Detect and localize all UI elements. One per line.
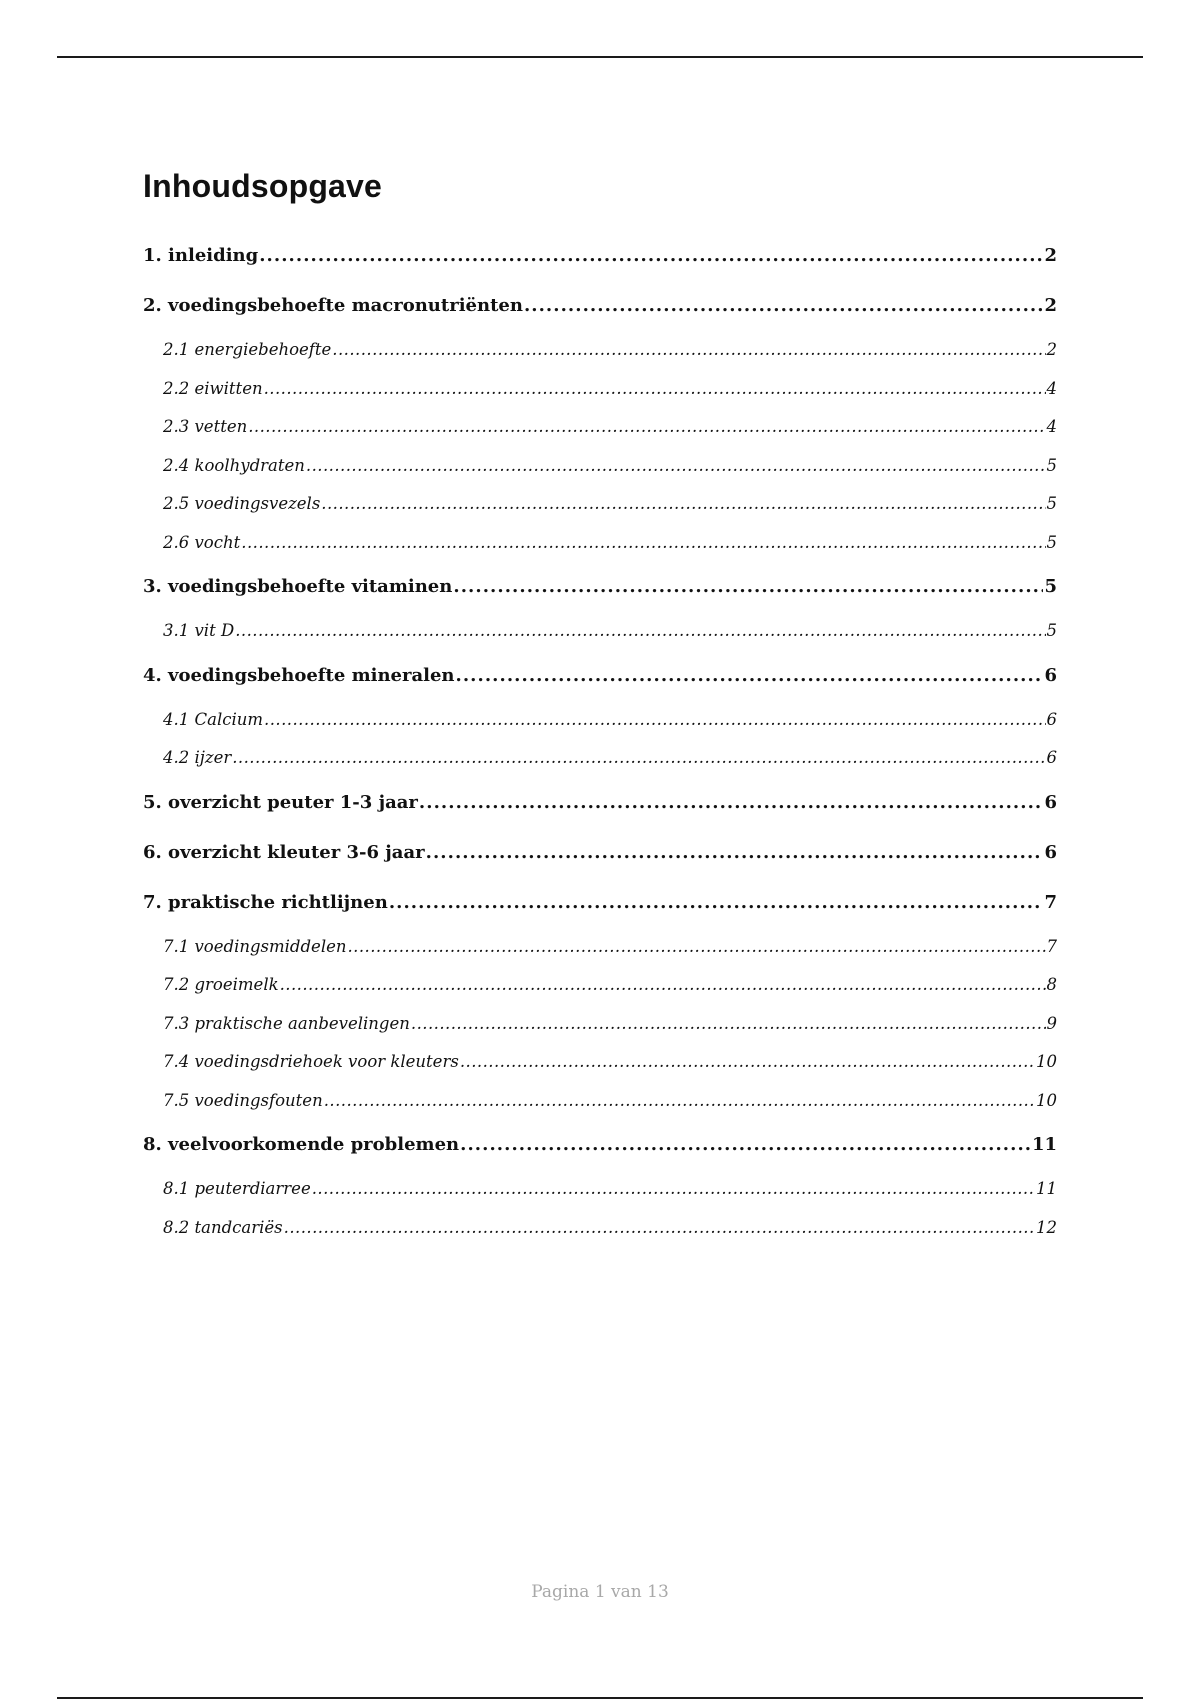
toc-entry-label: 2.4 koolhydraten <box>163 455 305 475</box>
toc-entry-section[interactable] <box>143 739 1057 778</box>
toc-dot-leader <box>235 612 1045 651</box>
toc-entry-page-number: 5 <box>1046 621 1057 640</box>
toc-entry-page-number: 6 <box>1044 664 1057 686</box>
toc-entry-section[interactable] <box>143 524 1057 563</box>
toc-entry-section[interactable] <box>143 1170 1057 1209</box>
toc-entry-label: 8.2 tandcariës <box>163 1217 283 1237</box>
toc-dot-leader <box>524 281 1044 331</box>
toc-dot-leader <box>284 1209 1035 1248</box>
toc-entry-label: 7.2 groeimelk <box>163 975 279 994</box>
toc-entry-page-number: 5 <box>1046 494 1057 513</box>
page-footer: Pagina 1 van 13 <box>531 1582 669 1602</box>
toc-dot-leader <box>347 928 1045 967</box>
toc-dot-leader <box>460 1043 1035 1082</box>
toc-entry-page-number: 2 <box>1044 245 1057 266</box>
toc-entry-label: 3. voedingsbehoefte vitaminen <box>143 576 453 597</box>
toc-dot-leader <box>264 370 1046 409</box>
toc-entry-label: 7.5 voedingsfouten <box>163 1090 323 1110</box>
toc-entry-section[interactable] <box>143 331 1057 370</box>
toc-entry-chapter[interactable] <box>143 828 1057 878</box>
toc-entry-page-number: 4 <box>1046 378 1057 398</box>
toc-dot-leader <box>248 408 1045 447</box>
toc-entry-chapter[interactable] <box>143 281 1057 331</box>
toc-entry-label: 2.3 vetten <box>163 417 248 436</box>
toc-entry-label: 7.4 voedingsdriehoek voor kleuters <box>163 1052 459 1071</box>
toc-entry-section[interactable] <box>143 1043 1057 1082</box>
toc-dot-leader <box>259 231 1043 281</box>
toc-entry-section[interactable] <box>143 1209 1057 1248</box>
toc-entry-label: 5. overzicht peuter 1-3 jaar <box>143 791 418 813</box>
toc-dot-leader <box>241 524 1045 563</box>
toc-entry-page-number: 12 <box>1036 1217 1057 1237</box>
toc-entry-label: 2.5 voedingsvezels <box>163 494 321 513</box>
toc-dot-leader <box>419 778 1044 828</box>
table-of-contents <box>143 160 1057 1247</box>
toc-entry-page-number: 6 <box>1046 709 1057 729</box>
toc-entry-page-number: 8 <box>1046 975 1057 994</box>
toc-entry-label: 4.1 Calcium <box>163 709 264 729</box>
toc-entry-label: 1. inleiding <box>143 245 259 266</box>
toc-dot-leader <box>426 828 1044 878</box>
toc-entry-chapter[interactable] <box>143 231 1057 281</box>
toc-entry-label: 2.6 vocht <box>163 532 241 552</box>
toc-entry-chapter[interactable] <box>143 1120 1057 1170</box>
toc-entry-label: 4.2 ijzer <box>163 748 232 767</box>
toc-dot-leader <box>321 485 1045 524</box>
toc-entry-chapter[interactable] <box>143 651 1057 701</box>
toc-entry-section[interactable] <box>143 1005 1057 1044</box>
toc-entry-page-number: 6 <box>1044 791 1057 813</box>
toc-entry-page-number: 5 <box>1046 455 1057 475</box>
toc-dot-leader <box>306 447 1046 486</box>
toc-entry-section[interactable] <box>143 370 1057 409</box>
toc-entry-label: 2. voedingsbehoefte macronutriënten <box>143 295 523 316</box>
toc-dot-leader <box>389 878 1044 928</box>
toc-list <box>143 231 1057 1247</box>
toc-entry-chapter[interactable] <box>143 562 1057 612</box>
toc-entry-page-number: 6 <box>1046 748 1057 767</box>
toc-dot-leader <box>232 739 1045 778</box>
toc-entry-section[interactable] <box>143 701 1057 740</box>
toc-entry-section[interactable] <box>143 1082 1057 1121</box>
toc-dot-leader <box>332 331 1045 370</box>
toc-entry-label: 7.1 voedingsmiddelen <box>163 936 347 956</box>
toc-dot-leader <box>312 1170 1035 1209</box>
toc-entry-chapter[interactable] <box>143 778 1057 828</box>
toc-entry-label: 2.1 energiebehoefte <box>163 340 332 359</box>
toc-entry-section[interactable] <box>143 928 1057 967</box>
toc-entry-section[interactable] <box>143 447 1057 486</box>
toc-entry-label: 8. veelvoorkomende problemen <box>143 1134 460 1155</box>
toc-entry-label: 7. praktische richtlijnen <box>143 891 388 913</box>
toc-entry-label: 8.1 peuterdiarree <box>163 1179 311 1198</box>
toc-dot-leader <box>280 966 1046 1005</box>
toc-entry-page-number: 6 <box>1044 841 1057 863</box>
toc-entry-section[interactable] <box>143 485 1057 524</box>
toc-entry-label: 3.1 vit D <box>163 621 235 640</box>
toc-entry-page-number: 9 <box>1046 1013 1057 1033</box>
toc-entry-label: 6. overzicht kleuter 3-6 jaar <box>143 841 425 863</box>
toc-entry-page-number: 5 <box>1046 532 1057 552</box>
toc-entry-page-number: 10 <box>1036 1090 1057 1110</box>
toc-dot-leader <box>453 562 1043 612</box>
toc-dot-leader <box>456 651 1044 701</box>
toc-entry-page-number: 10 <box>1036 1052 1057 1071</box>
toc-entry-label: 2.2 eiwitten <box>163 378 263 398</box>
toc-entry-page-number: 2 <box>1044 295 1057 316</box>
toc-entry-chapter[interactable] <box>143 878 1057 928</box>
toc-dot-leader <box>411 1005 1046 1044</box>
toc-entry-page-number: 7 <box>1046 936 1057 956</box>
toc-dot-leader <box>460 1120 1031 1170</box>
toc-entry-page-number: 11 <box>1036 1179 1057 1198</box>
toc-dot-leader <box>324 1082 1035 1121</box>
footer-rule <box>57 1697 1143 1699</box>
toc-entry-label: 4. voedingsbehoefte mineralen <box>143 664 455 686</box>
toc-entry-page-number: 5 <box>1044 576 1057 597</box>
toc-entry-label: 7.3 praktische aanbevelingen <box>163 1013 410 1033</box>
toc-entry-section[interactable] <box>143 966 1057 1005</box>
toc-dot-leader <box>264 701 1045 740</box>
toc-entry-page-number: 11 <box>1031 1134 1057 1155</box>
toc-entry-page-number: 7 <box>1044 891 1057 913</box>
toc-entry-section[interactable] <box>143 612 1057 651</box>
toc-entry-section[interactable] <box>143 408 1057 447</box>
header-rule <box>57 56 1143 58</box>
toc-entry-page-number: 2 <box>1046 340 1057 359</box>
toc-title: Inhoudsopgave <box>143 168 383 204</box>
toc-entry-page-number: 4 <box>1046 417 1057 436</box>
